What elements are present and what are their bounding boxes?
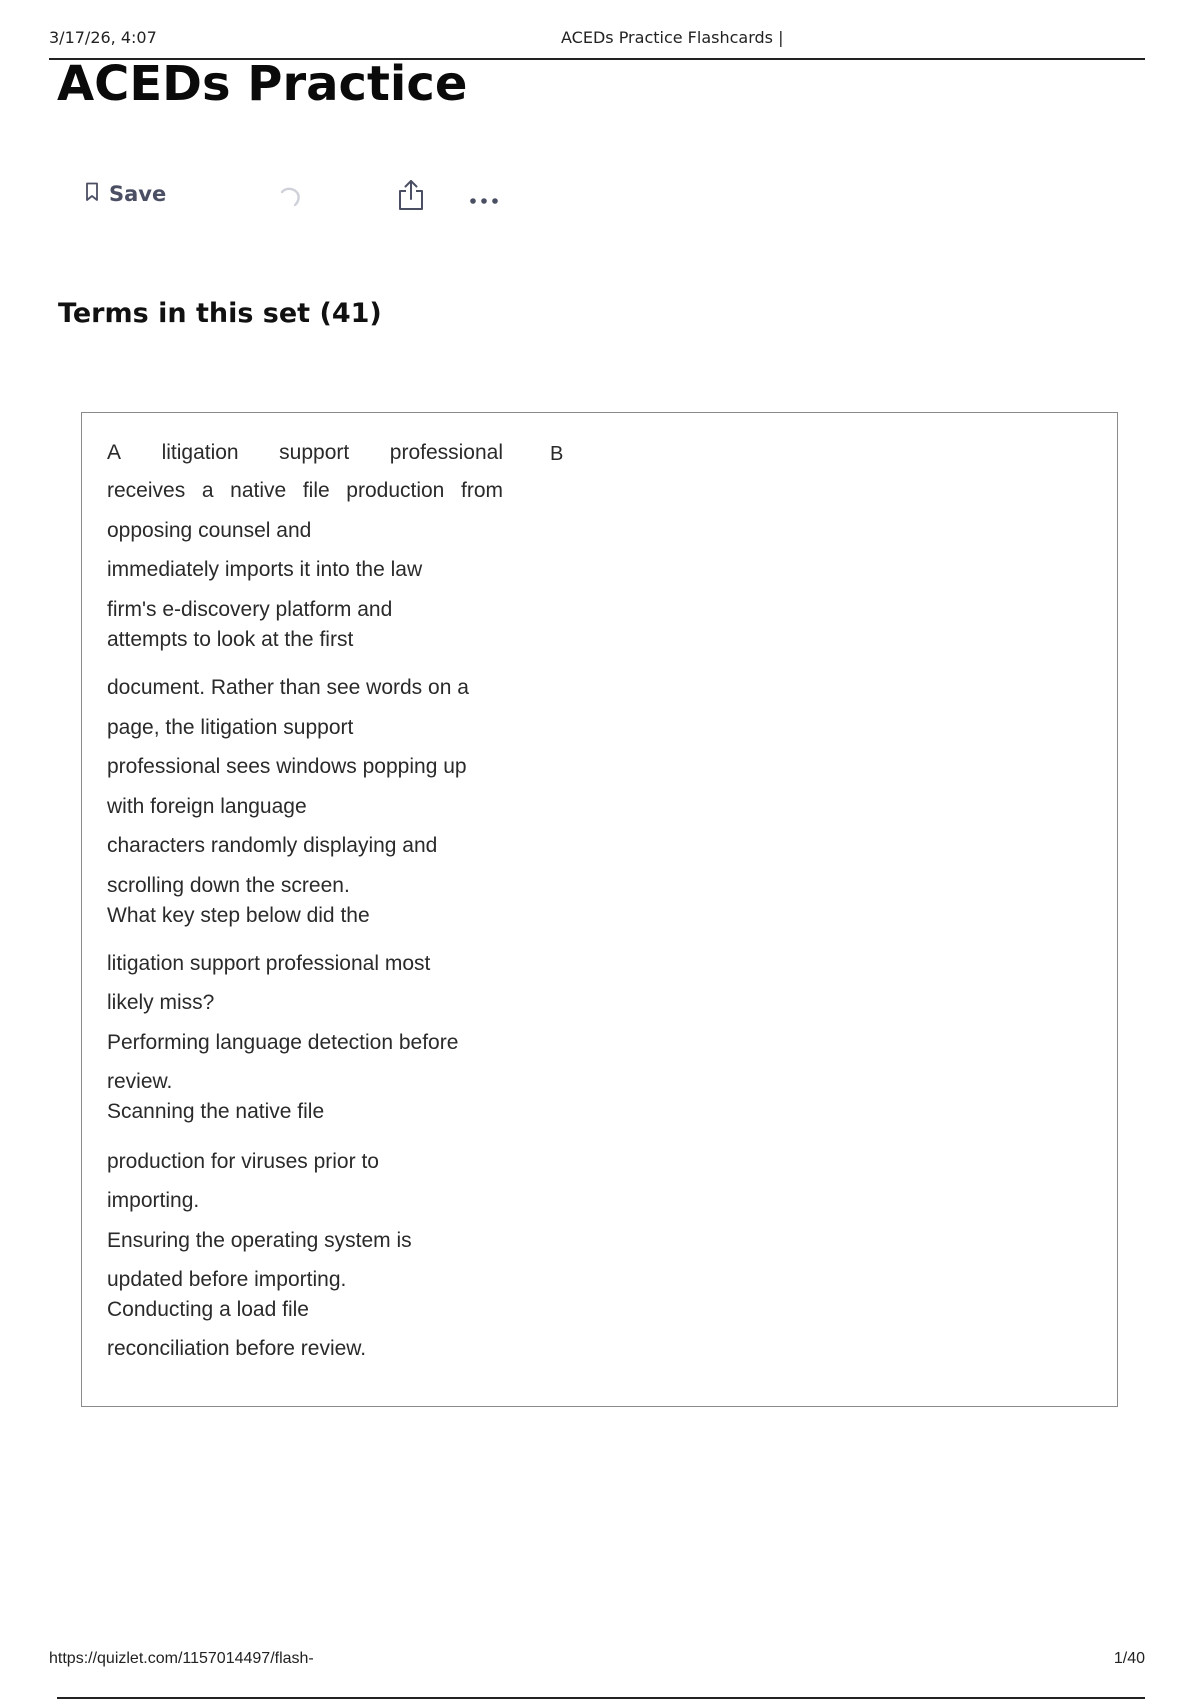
- share-button[interactable]: [397, 178, 425, 216]
- term-line: production for viruses prior to: [107, 1150, 379, 1173]
- term-line: litigation support professional most: [107, 952, 431, 975]
- term-line: firm's e-discovery platform and: [107, 598, 393, 621]
- save-button-label: Save: [109, 182, 167, 206]
- term-line: page, the litigation support: [107, 716, 354, 739]
- term-line: likely miss?: [107, 991, 215, 1014]
- print-url: https://quizlet.com/1157014497/flash-: [49, 1650, 314, 1667]
- print-page-number: 1/40: [1113, 1650, 1145, 1667]
- term-line: review.: [107, 1070, 173, 1093]
- more-button[interactable]: [469, 190, 499, 209]
- term-line: [107, 479, 503, 503]
- term-line: [107, 441, 503, 465]
- flashcard-term-card: [81, 412, 1118, 1407]
- term-line: reconciliation before review.: [107, 1337, 367, 1360]
- bookmark-icon: [85, 182, 99, 206]
- term-line: professional sees windows popping up: [107, 755, 467, 778]
- term-word: receives: [107, 479, 186, 502]
- print-date: 3/17/26, 4:07: [49, 28, 157, 47]
- term-line: characters randomly displaying and: [107, 834, 438, 857]
- term-line: updated before importing.: [107, 1268, 347, 1291]
- term-line: importing.: [107, 1189, 200, 1212]
- term-word: support: [279, 441, 350, 464]
- term-line: attempts to look at the first: [107, 628, 354, 651]
- share-icon: [397, 197, 425, 216]
- footer-divider: [57, 1697, 1145, 1699]
- save-button[interactable]: [85, 182, 166, 206]
- term-line: Scanning the native file: [107, 1100, 325, 1123]
- term-line: Performing language detection before: [107, 1031, 459, 1054]
- print-doc-title: ACEDs Practice Flashcards |: [561, 28, 784, 47]
- term-word: production: [346, 479, 445, 502]
- card-definition: B: [550, 443, 564, 465]
- terms-count-heading: Terms in this set (41): [58, 298, 382, 329]
- loading-spinner-icon: [278, 184, 302, 212]
- term-line: immediately imports it into the law: [107, 558, 423, 581]
- term-word: professional: [389, 441, 503, 464]
- term-line: document. Rather than see words on a: [107, 676, 469, 699]
- term-word: a: [201, 479, 214, 502]
- term-line: with foreign language: [107, 795, 307, 818]
- term-word: native: [230, 479, 287, 502]
- page-title: ACEDs Practice: [57, 56, 468, 112]
- term-word: file: [302, 479, 330, 502]
- more-icon: [469, 190, 499, 209]
- term-word: litigation: [161, 441, 239, 464]
- term-line: Ensuring the operating system is: [107, 1229, 412, 1252]
- term-line: scrolling down the screen.: [107, 874, 350, 897]
- term-line: What key step below did the: [107, 904, 370, 927]
- term-line: opposing counsel and: [107, 519, 312, 542]
- set-toolbar: [85, 178, 525, 218]
- term-line: Conducting a load file: [107, 1298, 309, 1321]
- term-word: from: [461, 479, 503, 502]
- term-word: A: [107, 441, 122, 464]
